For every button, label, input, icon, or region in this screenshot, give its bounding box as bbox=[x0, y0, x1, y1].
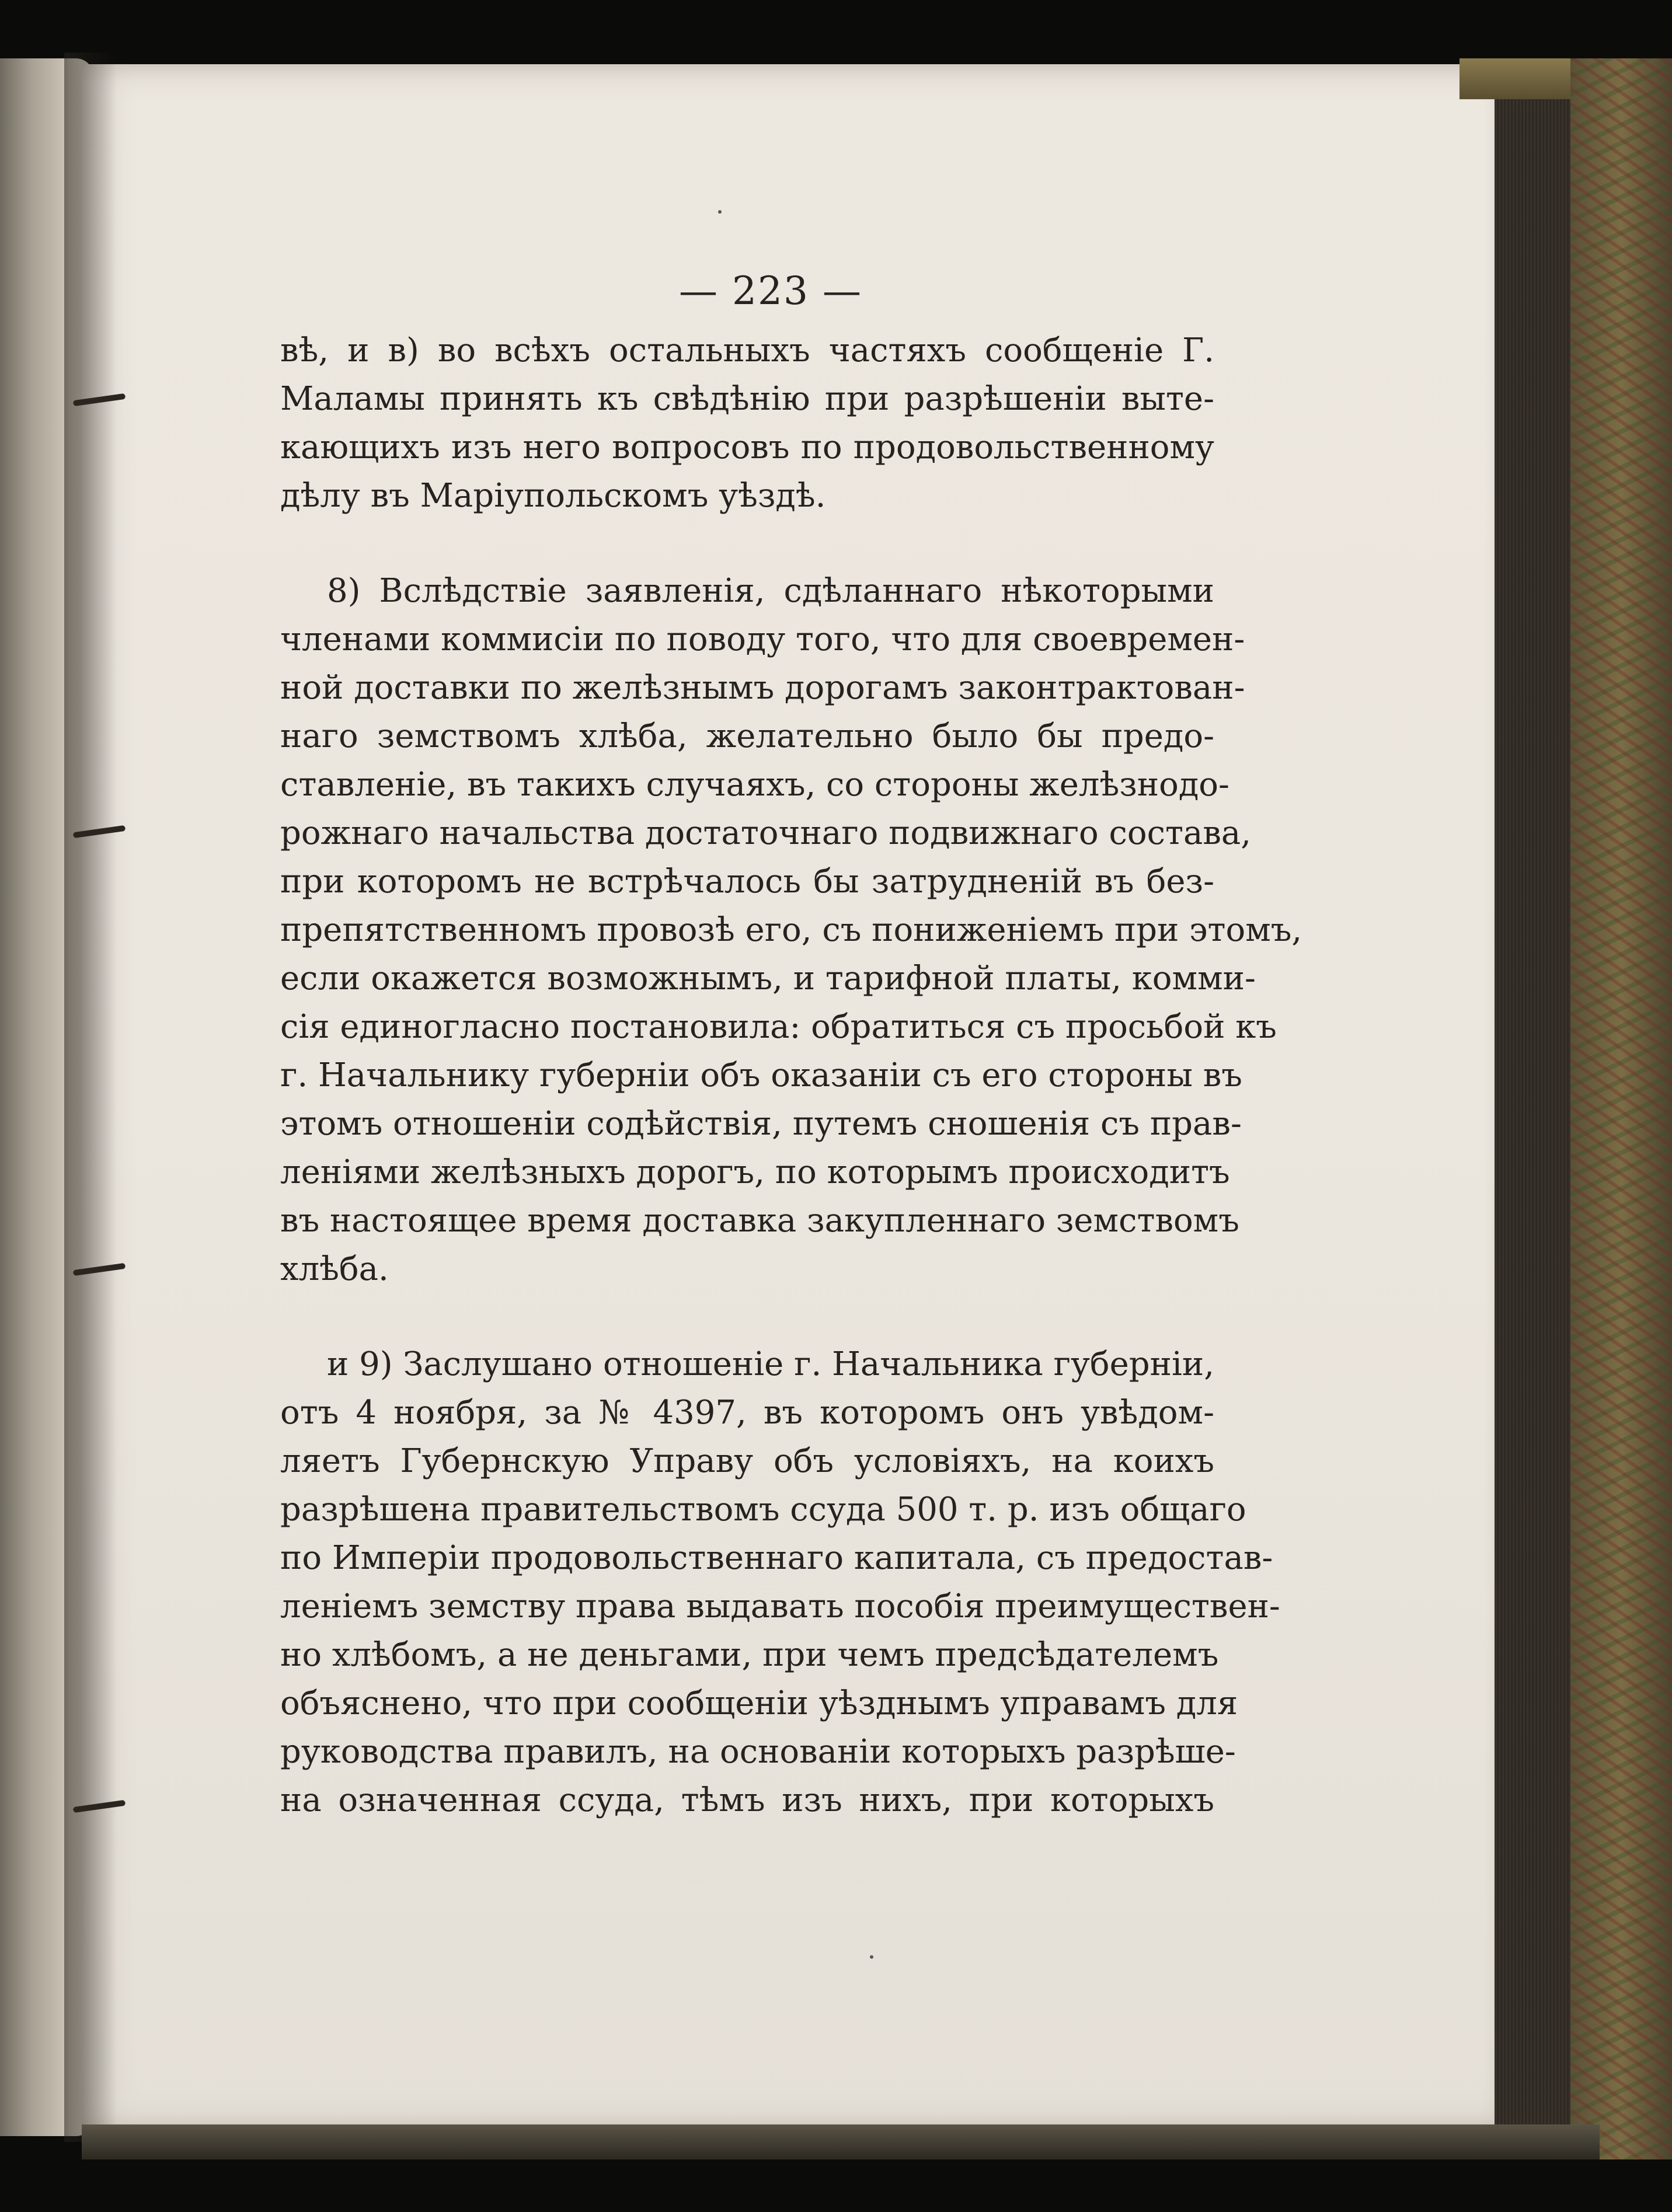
marbled-cover-edge bbox=[1570, 58, 1672, 2159]
paragraph-2 bbox=[280, 567, 1302, 1293]
text-line: леніями желѣзныхъ дорогъ, по которымъ происходитъ bbox=[280, 1153, 1230, 1191]
text-line: руководства правилъ, на основаніи которыхъ разрѣше- bbox=[280, 1733, 1236, 1771]
text-line: дѣлу въ Маріупольскомъ уѣздѣ. bbox=[280, 477, 826, 515]
paragraph-3 bbox=[280, 1340, 1280, 1824]
text-block bbox=[280, 268, 1302, 1824]
paper-speck bbox=[718, 210, 722, 214]
text-line: разрѣшена правительствомъ ссуда 500 т. р. изъ общаго bbox=[280, 1491, 1246, 1529]
text-line: на означенная ссуда, тѣмъ изъ нихъ, при которыхъ bbox=[280, 1781, 1214, 1819]
page-stack-edge bbox=[1495, 82, 1582, 2136]
text-line: наго земствомъ хлѣба, желательно было бы предо- bbox=[280, 717, 1214, 755]
paragraph-1 bbox=[280, 326, 1214, 520]
text-line: рожнаго начальства достаточнаго подвижнаго состава, bbox=[280, 814, 1252, 852]
page-number: — 223 — bbox=[679, 268, 862, 313]
text-line: но хлѣбомъ, а не деньгами, при чемъ предсѣдателемъ bbox=[280, 1636, 1219, 1674]
book-bottom-edge bbox=[82, 2124, 1600, 2159]
text-line: объяснено, что при сообщеніи уѣзднымъ управамъ для bbox=[280, 1684, 1238, 1722]
gutter-shadow bbox=[64, 53, 117, 2142]
text-line: въ настоящее время доставка закупленнаго земствомъ bbox=[280, 1202, 1239, 1240]
text-line: сія единогласно постановила: обратиться съ просьбой къ bbox=[280, 1008, 1277, 1046]
paper-speck bbox=[870, 1955, 873, 1959]
text-line: хлѣба. bbox=[280, 1250, 389, 1288]
text-line: отъ 4 ноября, за № 4397, въ которомъ онъ увѣдом- bbox=[280, 1394, 1214, 1432]
text-line: леніемъ земству права выдавать пособія преимуществен- bbox=[280, 1588, 1280, 1625]
text-line: ной доставки по желѣзнымъ дорогамъ законтрактован- bbox=[280, 669, 1245, 707]
text-line: при которомъ не встрѣчалось бы затрудненій въ без- bbox=[280, 863, 1214, 901]
text-line: и 9) Заслушано отношеніе г. Начальника губерніи, bbox=[327, 1345, 1214, 1383]
text-line: 8) Вслѣдствіе заявленія, сдѣланнаго нѣкоторыми bbox=[327, 572, 1214, 610]
text-line: по Имперіи продовольственнаго капитала, съ предостав- bbox=[280, 1539, 1273, 1577]
text-line: кающихъ изъ него вопросовъ по продовольственному bbox=[280, 428, 1214, 466]
text-line: Маламы принять къ свѣдѣнію при разрѣшеніи выте- bbox=[280, 380, 1214, 418]
text-line: этомъ отношеніи содѣйствія, путемъ сношенія съ прав- bbox=[280, 1105, 1242, 1143]
text-line: г. Начальнику губерніи объ оказаніи съ его стороны въ bbox=[280, 1056, 1242, 1094]
text-line: ляетъ Губернскую Управу объ условіяхъ, на коихъ bbox=[280, 1442, 1214, 1480]
text-line: если окажется возможнымъ, и тарифной платы, комми- bbox=[280, 960, 1256, 997]
text-line: препятственномъ провозѣ его, съ пониженіемъ при этомъ, bbox=[280, 911, 1302, 949]
text-line: ставленіе, въ такихъ случаяхъ, со стороны желѣзнодо- bbox=[280, 766, 1229, 804]
text-line: вѣ, и в) во всѣхъ остальныхъ частяхъ сообщеніе Г. bbox=[280, 332, 1214, 369]
text-line: членами коммисіи по поводу того, что для своевремен- bbox=[280, 620, 1245, 658]
